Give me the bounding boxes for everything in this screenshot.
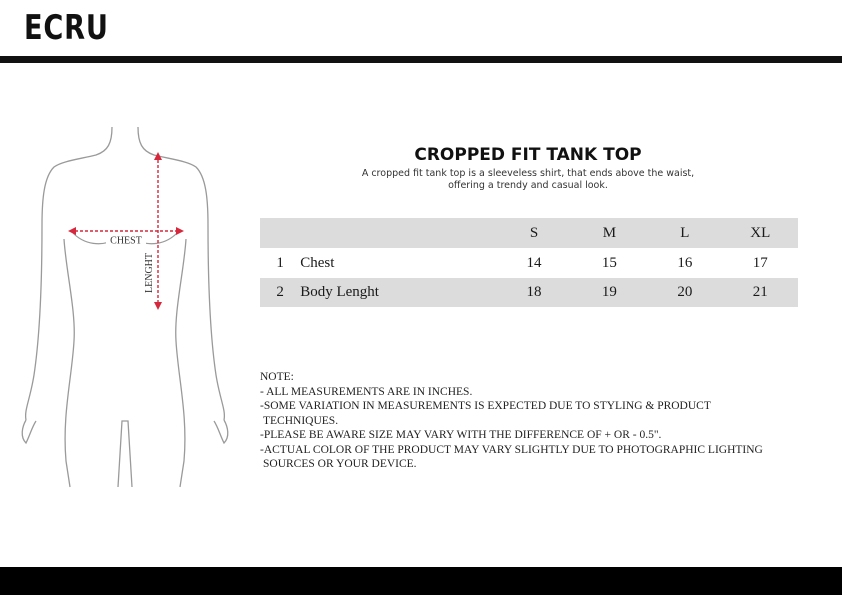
row-name: Chest: [300, 254, 335, 271]
header-divider: [0, 56, 842, 63]
cell-value: 16: [677, 254, 693, 271]
product-title: CROPPED FIT TANK TOP: [414, 145, 642, 165]
cell-value: 17: [752, 254, 768, 271]
description-line: A cropped fit tank top is a sleeveless shirt, that ends above the waist,: [361, 168, 695, 179]
size-header-m: M: [602, 224, 617, 241]
size-header-l: L: [680, 224, 690, 241]
cell-value: 15: [601, 254, 617, 271]
product-description: [333, 168, 723, 192]
chest-label: CHEST: [110, 235, 142, 247]
footer-bar: [0, 567, 842, 595]
chest-arrow-right-head: [176, 227, 184, 235]
table-row-body-length: [260, 278, 798, 307]
note-line: - ALL MEASUREMENTS ARE IN INCHES.: [260, 385, 473, 398]
row-name: Body Lenght: [300, 284, 379, 300]
body-outline: [22, 127, 228, 487]
cell-value: 20: [677, 284, 693, 300]
size-header-xl: XL: [750, 224, 771, 241]
cell-value: 18: [526, 284, 542, 300]
header-name-cell: [300, 218, 496, 248]
description-line: offering a trendy and casual look.: [448, 180, 608, 191]
row-index: 2: [276, 284, 284, 300]
note-line: -ACTUAL COLOR OF THE PRODUCT MAY VARY SLIGHTLY DUE TO PHOTOGRAPHIC LIGHTING: [260, 443, 763, 456]
header-index-cell: [260, 218, 300, 248]
size-chart-table: [260, 218, 798, 307]
note-heading: NOTE:: [260, 371, 294, 383]
length-arrow-bottom-head: [154, 302, 162, 310]
size-header-s: S: [529, 224, 539, 241]
size-header-row: [260, 218, 798, 248]
row-index: 1: [276, 254, 284, 271]
note-line: -PLEASE BE AWARE SIZE MAY VARY WITH THE DIFFERENCE OF + OR - 0.5".: [260, 429, 662, 441]
body-measurement-figure: [0, 115, 260, 495]
brand-logo: ECRU: [24, 8, 109, 48]
length-label: LENGHT: [144, 253, 155, 293]
note-line: TECHNIQUES.: [263, 414, 339, 427]
note-line: SOURCES OR YOUR DEVICE.: [263, 458, 417, 470]
notes-block: [260, 370, 800, 472]
chest-arrow-left-head: [68, 227, 76, 235]
cell-value: 21: [752, 284, 768, 300]
table-row-chest: [260, 248, 798, 278]
cell-value: 19: [601, 284, 617, 300]
cell-value: 14: [526, 254, 542, 271]
note-line: -SOME VARIATION IN MEASUREMENTS IS EXPECTED DUE TO STYLING & PRODUCT: [260, 400, 711, 412]
